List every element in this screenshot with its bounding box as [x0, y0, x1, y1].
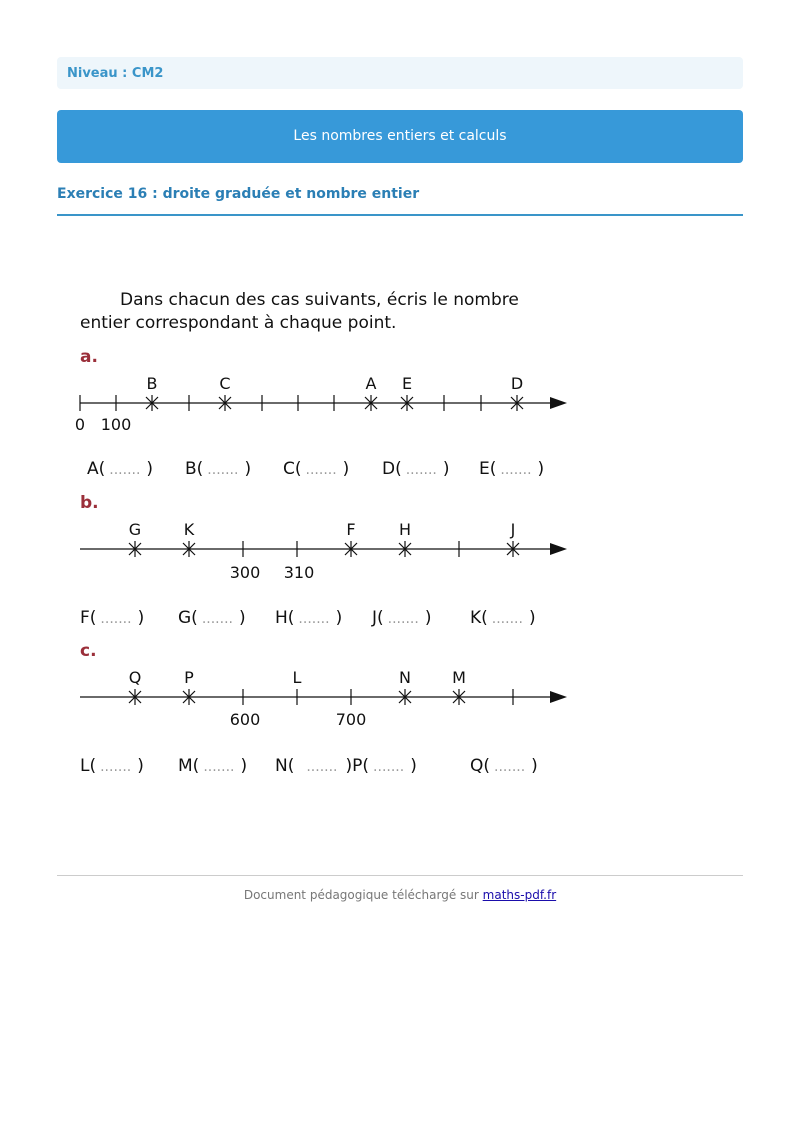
answer-close: )	[410, 756, 417, 776]
answer-prefix-h: H(	[275, 608, 295, 628]
section-b-label: b.	[80, 493, 99, 513]
answer-prefix-m: M(	[178, 756, 200, 776]
answer-blank: .......	[203, 759, 235, 775]
svg-text:C(.......)	[283, 459, 349, 479]
answer-row-c	[80, 756, 538, 776]
svg-text:J(.......)	[371, 608, 431, 628]
exercise-title: Exercice 16 : droite graduée et nombre entier	[57, 186, 743, 216]
answer-blank: .......	[298, 611, 330, 627]
tick-label-310: 310	[283, 563, 315, 582]
answer-close: )	[424, 608, 432, 628]
svg-text:A(.......)	[87, 459, 153, 479]
answer-blank: .......	[491, 611, 523, 627]
footer-divider	[57, 875, 743, 876]
answer-close: )	[537, 459, 545, 479]
footer	[0, 888, 800, 902]
point-label-q: Q	[128, 668, 142, 687]
tick-label-100: 100	[100, 415, 132, 434]
answer-close: )	[342, 459, 350, 479]
answer-blank: .......	[100, 611, 132, 627]
point-label-h: H	[398, 520, 412, 539]
answer-close: )	[528, 608, 536, 628]
answer-blank: .......	[494, 759, 526, 775]
answer-prefix-e: E(	[479, 459, 497, 479]
point-label-a: A	[365, 374, 377, 393]
point-label-n: N	[399, 668, 411, 687]
point-label-k: K	[183, 520, 195, 539]
answer-blank: .......	[201, 611, 233, 627]
answer-prefix-n: N(	[275, 756, 295, 776]
answer-close: )	[335, 608, 343, 628]
answer-row-b	[80, 608, 536, 628]
number-line-c	[80, 689, 567, 705]
number-line-b	[80, 541, 567, 557]
answer-blank: .......	[306, 759, 338, 775]
answer-blank: .......	[207, 462, 239, 478]
point-label-g: G	[128, 520, 142, 539]
answer-blank: .......	[373, 759, 405, 775]
answer-blank: .......	[305, 462, 337, 478]
answer-close: )	[531, 756, 538, 776]
section-c-label: c.	[80, 641, 97, 661]
tick-label-0: 0	[74, 415, 86, 434]
page-title: Les nombres entiers et calculs	[57, 110, 743, 163]
point-label-l: L	[292, 668, 302, 687]
tick-label-300: 300	[229, 563, 261, 582]
answer-blank: .......	[387, 611, 419, 627]
instruction-line-1: Dans chacun des cas suivants, écris le nombre	[120, 290, 519, 310]
answer-close: )	[238, 608, 246, 628]
point-label-c: C	[219, 374, 231, 393]
answer-close: )	[137, 608, 145, 628]
svg-text:K(.......)	[470, 608, 536, 628]
answer-prefix-q: Q(	[470, 756, 491, 776]
answer-prefix-j: J(	[372, 608, 384, 628]
svg-text:G(.......)	[178, 608, 246, 628]
answer-blank: .......	[500, 462, 532, 478]
section-a-label: a.	[80, 347, 98, 367]
answer-blank: .......	[405, 462, 437, 478]
point-label-e: E	[401, 374, 413, 393]
answer-prefix-d: D(	[382, 459, 402, 479]
answer-row-a	[87, 459, 544, 479]
answer-prefix-a: A(	[87, 459, 106, 479]
answer-prefix-k: K(	[470, 608, 488, 628]
answer-close: )	[137, 756, 144, 776]
answer-close: )	[146, 459, 154, 479]
answer-blank: .......	[100, 759, 132, 775]
point-label-m: M	[452, 668, 466, 687]
tick-label-700: 700	[335, 710, 367, 729]
svg-text:N(.......)P(.......)	[275, 756, 417, 776]
number-line-a	[80, 395, 567, 411]
answer-prefix-b: B(	[185, 459, 204, 479]
svg-text:M(.......)	[178, 756, 247, 776]
answer-prefix-p: P(	[352, 756, 370, 776]
svg-text:L(.......)	[80, 756, 144, 776]
point-label-j: J	[510, 520, 516, 539]
answer-prefix-c: C(	[283, 459, 302, 479]
answer-prefix-g: G(	[178, 608, 198, 628]
answer-close: )	[345, 756, 353, 776]
answer-close: )	[244, 459, 252, 479]
svg-text:D(.......)	[382, 459, 450, 479]
level-banner	[57, 57, 743, 89]
point-label-b: B	[146, 374, 158, 393]
svg-text:F(.......)	[80, 608, 144, 628]
point-label-d: D	[510, 374, 524, 393]
tick-label-600: 600	[229, 710, 261, 729]
point-label-f: F	[346, 520, 356, 539]
answer-blank: .......	[109, 462, 141, 478]
exercise-worksheet	[0, 270, 800, 810]
answer-close: )	[240, 756, 248, 776]
footer-text: Document pédagogique téléchargé sur	[243, 888, 479, 902]
answer-close: )	[442, 459, 450, 479]
svg-text:B(.......)	[185, 459, 251, 479]
answer-prefix-f: F(	[80, 608, 97, 628]
answer-prefix-l: L(	[80, 756, 97, 776]
svg-text:Q(.......)	[470, 756, 538, 776]
svg-text:E(.......)	[479, 459, 544, 479]
instruction-line-2: entier correspondant à chaque point.	[80, 313, 397, 333]
footer-link[interactable]: maths-pdf.fr	[482, 888, 557, 902]
svg-text:H(.......)	[275, 608, 342, 628]
point-label-p: P	[184, 668, 194, 687]
level-label: Niveau : CM2	[67, 66, 164, 81]
